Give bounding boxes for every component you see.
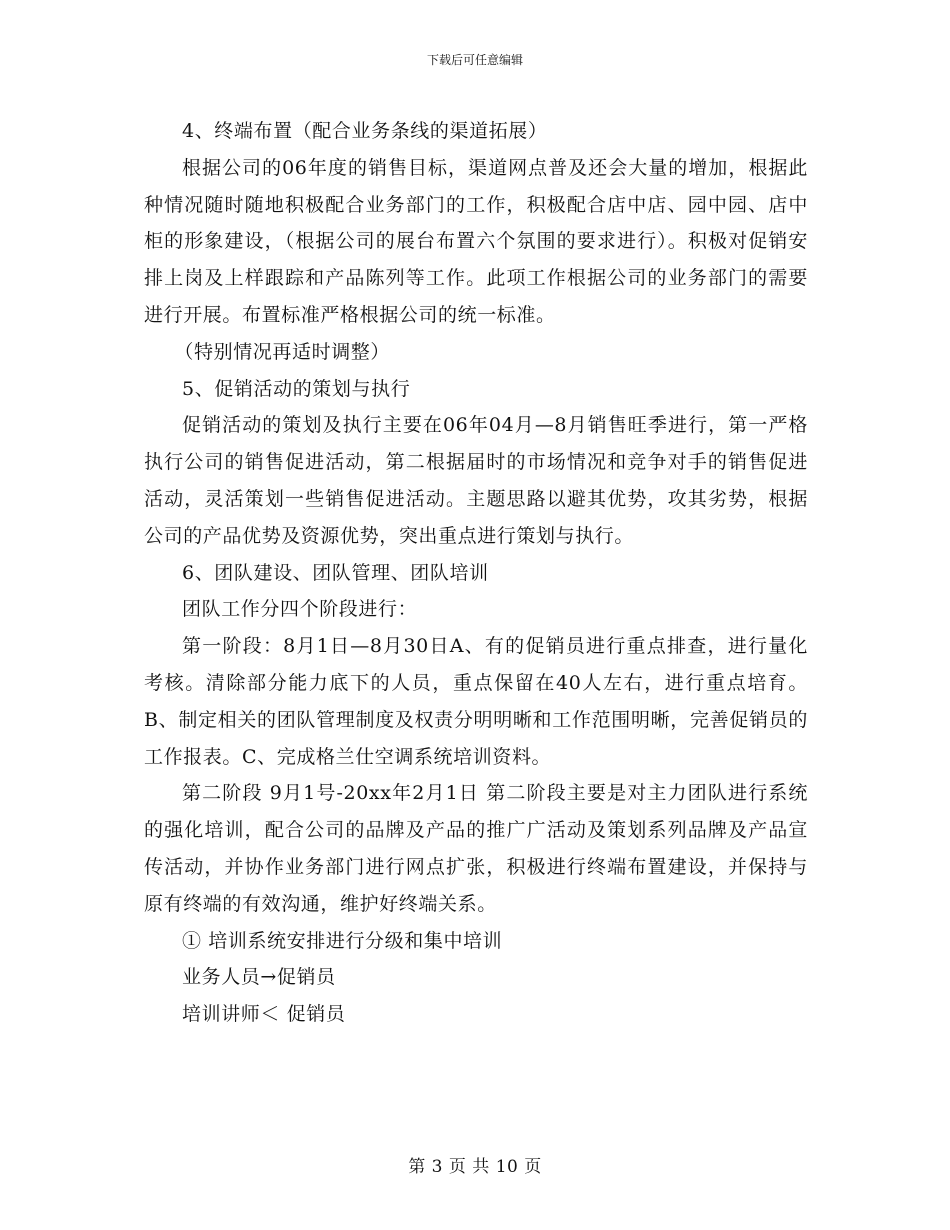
paragraph-stage-one: 第一阶段：8月1日—8月30日A、有的促销员进行重点排查，进行量化考核。清除部分能力底下的人员，重点保留在40人左右，进行重点培育。B、制定相关的团队管理制度及权责分明明晰和工作范围明晰，完善促销员的工作报表。C、完成格兰仕空调系统培训资料。 [144, 635, 808, 768]
list-item-training-instructor: 培训讲师＜ 促销员 [182, 1003, 346, 1026]
section-heading-team: 6、团队建设、团队管理、团队培训 [182, 561, 489, 584]
document-body [144, 113, 808, 1033]
list-item-business-staff: 业务人员→促销员 [182, 966, 336, 989]
paragraph-team-stages: 团队工作分四个阶段进行： [182, 598, 418, 621]
page-header: 下载后可任意编辑 [426, 53, 523, 67]
paragraph-stage-two: 第二阶段 9月1号-20xx年2月1日 第二阶段主要是对主力团队进行系统的强化培训，配合公司的品牌及产品的推广广活动及策划系列品牌及产品宣传活动，并协作业务部门进行网点扩张，积极进行终端布置建设，并保持与原有终端的有效沟通，维护好终端关系。 [144, 782, 808, 915]
paragraph-special-note: （特别情况再适时调整） [174, 340, 390, 363]
section-heading-terminal-layout: 4、终端布置（配合业务条线的渠道拓展） [182, 120, 548, 142]
list-item-training-system: ① 培训系统安排进行分级和集中培训 [182, 929, 503, 952]
section-heading-promotion: 5、促销活动的策划与执行 [182, 377, 411, 400]
paragraph-terminal-layout: 根据公司的06年度的销售目标，渠道网点普及还会大量的增加，根据此种情况随时随地积极配合业务部门的工作，积极配合店中店、园中园、店中柜的形象建设，（根据公司的展台布置六个氛围的要求进行）。积极对促销安排上岗及上样跟踪和产品陈列等工作。此项工作根据公司的业务部门的需要进行开展。布置标准严格根据公司的统一标准。 [144, 156, 808, 326]
page-footer: 第 3 页 共 10 页 [408, 1157, 542, 1177]
paragraph-promotion: 促销活动的策划及执行主要在06年04月—8月销售旺季进行，第一严格执行公司的销售促进活动，第二根据届时的市场情况和竞争对手的销售促进活动，灵活策划一些销售促进活动。主题思路以避其优势，攻其劣势，根据公司的产品优势及资源优势，突出重点进行策划与执行。 [144, 414, 808, 547]
